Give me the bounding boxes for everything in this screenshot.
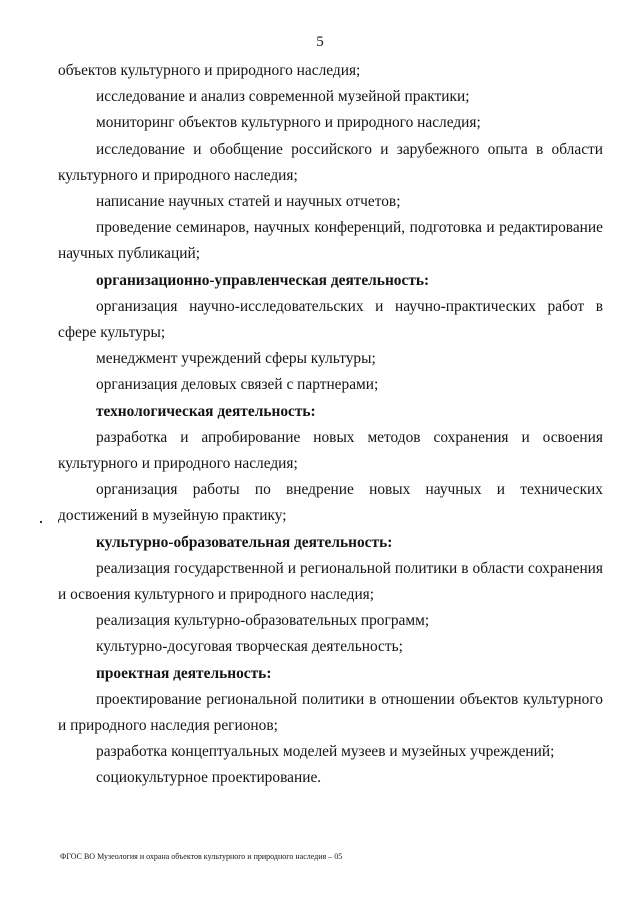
list-item: реализация государственной и региональной политики в области сохранения и освоения культурного и природного наследия; [58,559,603,604]
scan-dot [40,521,42,523]
list-item: организация научно-исследовательских и научно-практических работ в сфере культуры; [58,297,603,342]
list-item: проектирование региональной политики в отношении объектов культурного и природного наследия регионов; [58,690,603,735]
list-item: культурно-досуговая творческая деятельность; [96,638,403,656]
list-item: исследование и анализ современной музейной практики; [96,88,470,106]
list-item: мониторинг объектов культурного и природного наследия; [96,114,481,132]
list-item: исследование и обобщение российского и зарубежного опыта в области культурного и природного наследия; [58,140,603,184]
body-text [58,58,603,792]
list-item: реализация культурно-образовательных программ; [96,612,430,630]
list-item: проведение семинаров, научных конференций, подготовка и редактирование научных публикаций; [58,219,603,263]
section-heading: культурно-образовательная деятельность: [96,533,393,551]
paragraph-continuation: объектов культурного и природного наследия; [58,62,361,79]
section-heading: проектная деятельность: [96,664,272,682]
list-item: разработка и апробирование новых методов сохранения и освоения культурного и природного наследия; [58,428,603,473]
page-footer: ФГОС ВО Музеология и охрана объектов культурного и природного наследия – 05 [60,852,343,861]
list-item: разработка концептуальных моделей музеев и музейных учреждений; [96,743,555,761]
list-item: организация деловых связей с партнерами; [96,376,379,394]
list-item: организация работы по внедрение новых научных и технических достижений в музейную практику; [58,481,603,525]
page-number: 5 [316,34,324,50]
section-heading: организационно-управленческая деятельность: [96,271,430,289]
list-item: написание научных статей и научных отчетов; [96,193,401,211]
list-item: менеджмент учреждений сферы культуры; [96,350,376,368]
section-heading: технологическая деятельность: [96,402,316,420]
list-item: социокультурное проектирование. [96,769,322,787]
